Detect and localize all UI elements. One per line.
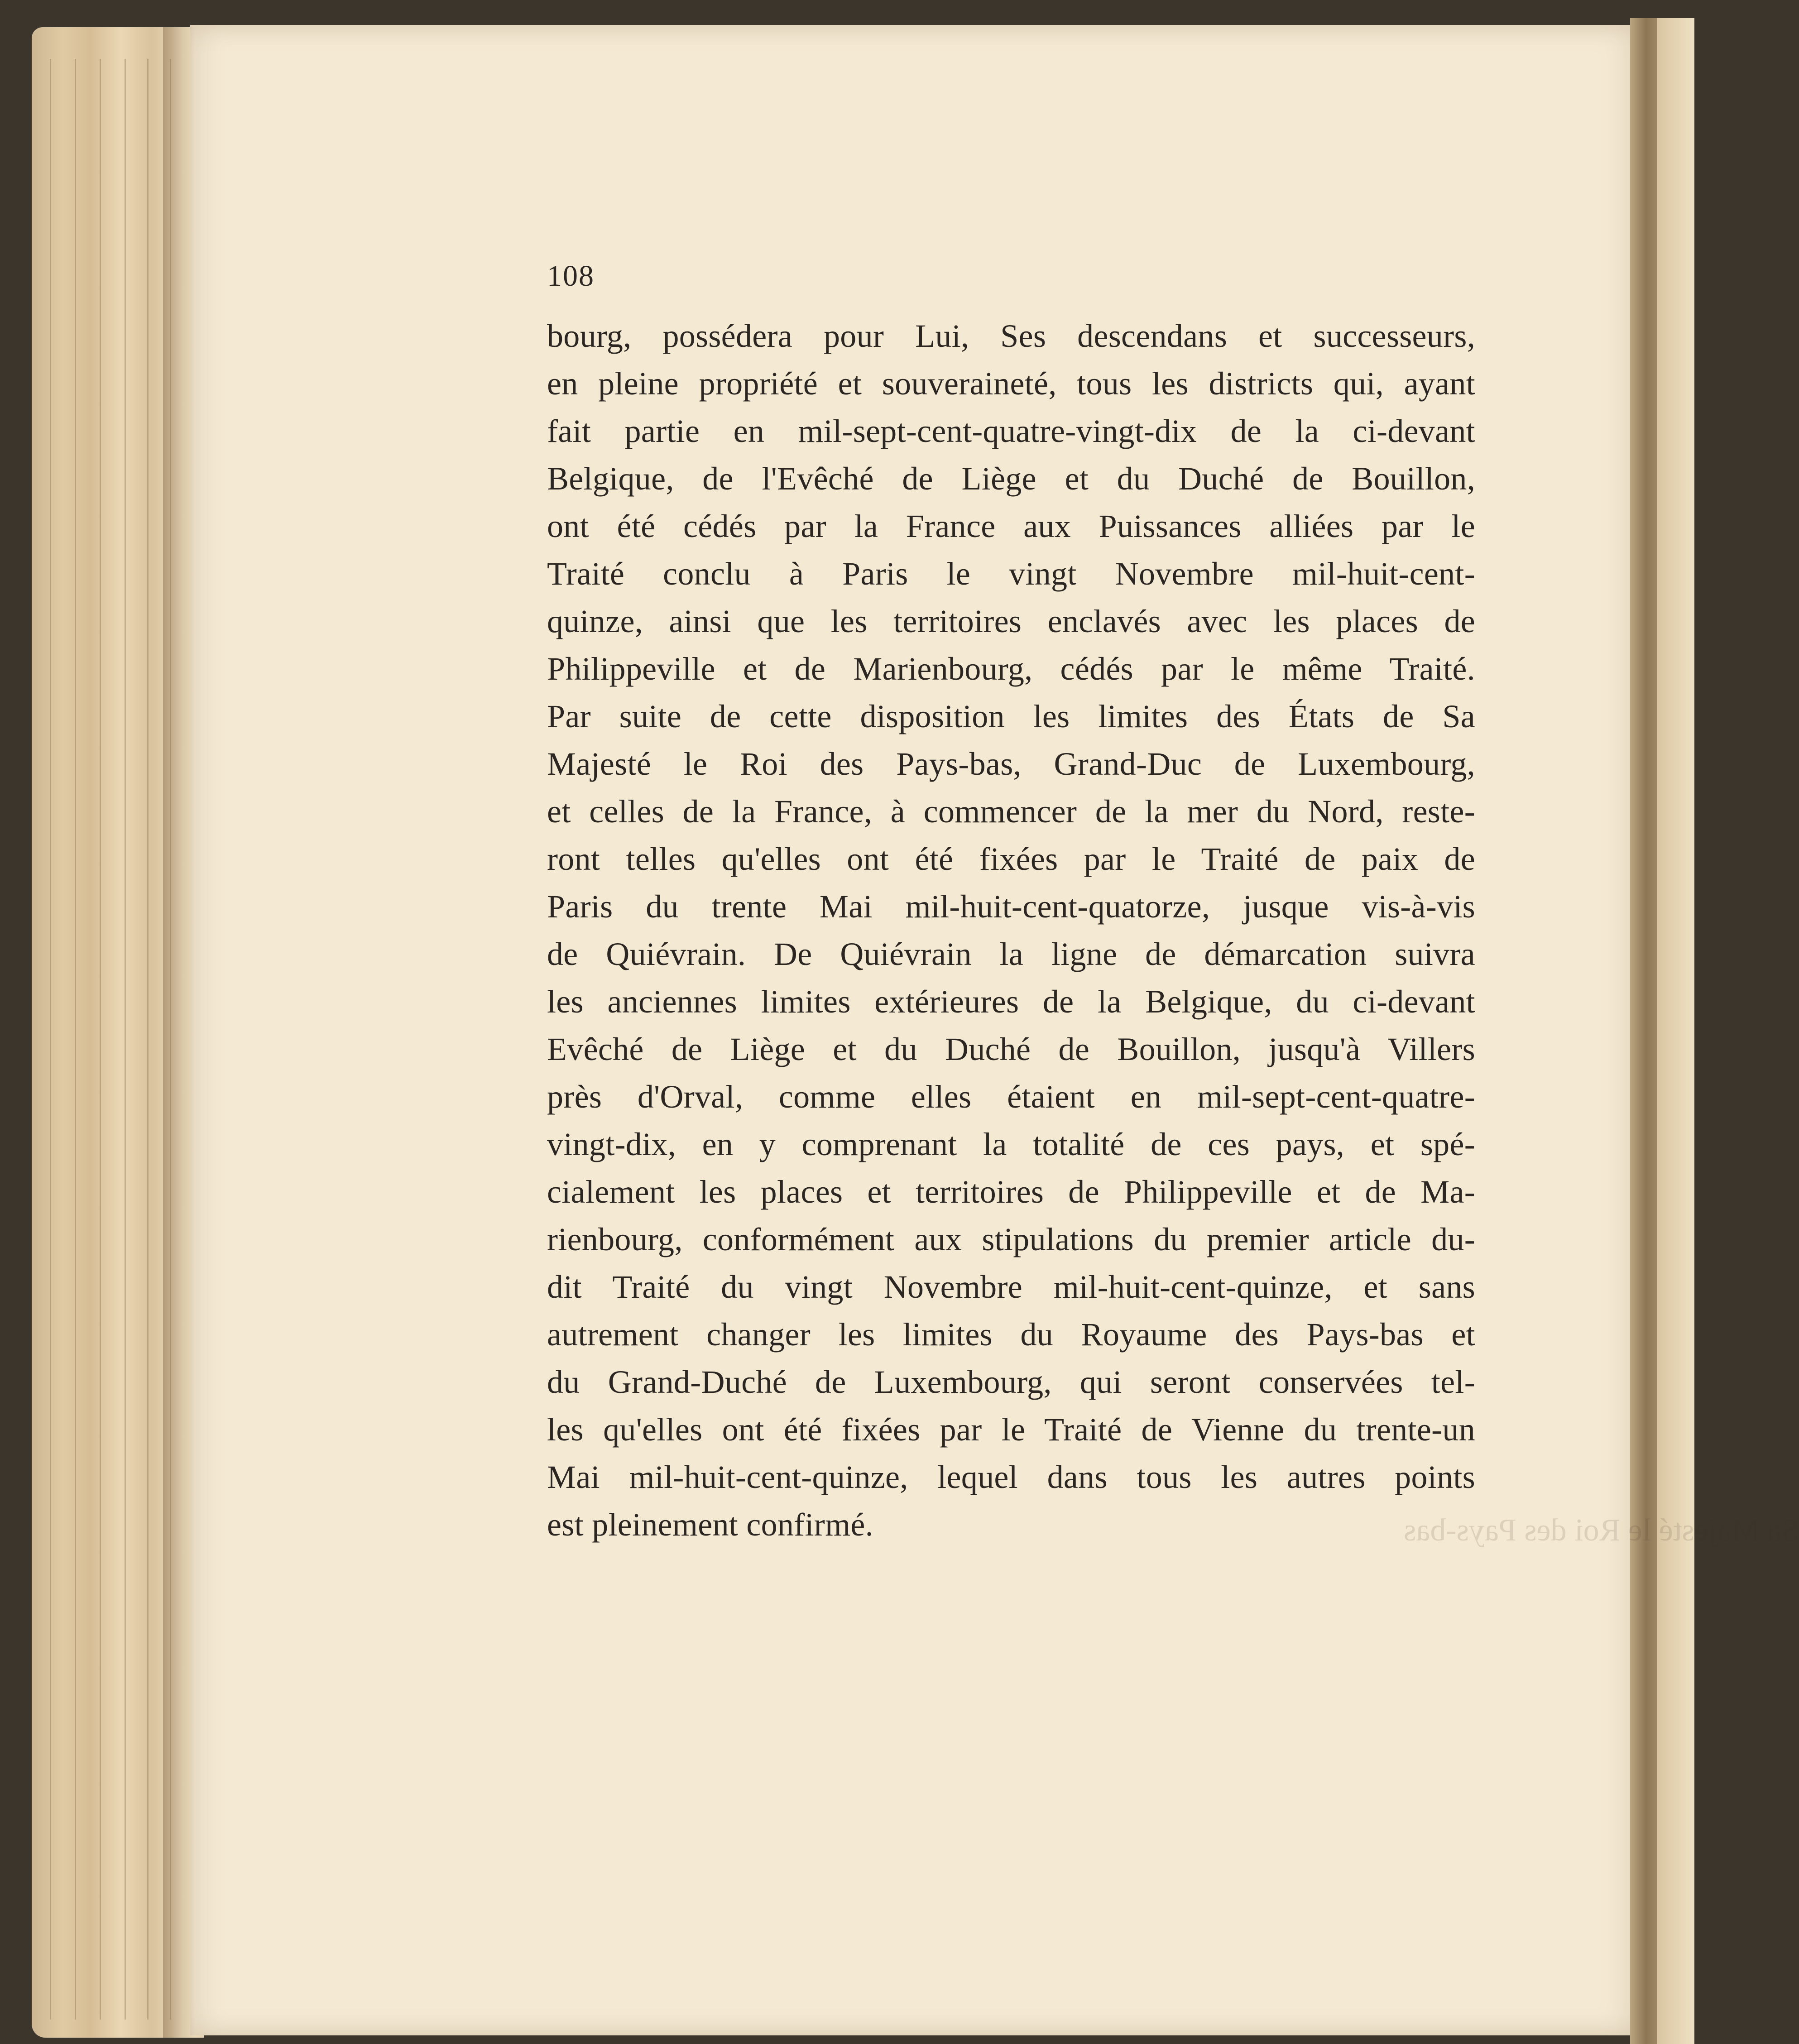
text-line: autrement changer les limites du Royaume des Pays-bas et — [547, 1316, 1475, 1353]
text-line: Paris du trente Mai mil-huit-cent-quatorze, jusque vis-à-vis — [547, 888, 1475, 925]
text-line: Belgique, de l'Evêché de Liège et du Duché de Bouillon, — [547, 461, 1475, 497]
leaf-edge — [50, 59, 51, 2020]
text-line: Traité conclu à Paris le vingt Novembre mil-huit-cent- — [547, 556, 1475, 592]
text-line: en pleine propriété et souveraineté, tous les districts qui, ayant — [547, 365, 1475, 402]
text-line: bourg, possédera pour Lui, Ses descendans et successeurs, — [547, 318, 1475, 354]
text-line: les qu'elles ont été fixées par le Traité de Vienne du trente-un — [547, 1411, 1475, 1448]
text-line: vingt-dix, en y comprenant la totalité de ces pays, et spé- — [547, 1126, 1475, 1162]
page-number: 108 — [547, 259, 595, 293]
text-line: les anciennes limites extérieures de la Belgique, du ci-devant — [547, 984, 1475, 1020]
leaf-edge — [125, 59, 126, 2020]
leaf-edge — [147, 59, 149, 2020]
text-line: ront telles qu'elles ont été fixées par le Traité de paix de — [547, 841, 1475, 877]
text-line: quinze, ainsi que les territoires enclavés avec les places de — [547, 603, 1475, 639]
text-line: Evêché de Liège et du Duché de Bouillon, jusqu'à Villers — [547, 1031, 1475, 1067]
text-line: Mai mil-huit-cent-quinze, lequel dans tous les autres points — [547, 1459, 1475, 1495]
page-text-block — [547, 254, 1475, 1549]
text-line: près d'Orval, comme elles étaient en mil-sept-cent-quatre- — [547, 1079, 1475, 1115]
leaf-edge — [100, 59, 101, 2020]
text-line: Majesté le Roi des Pays-bas, Grand-Duc de Luxembourg, — [547, 746, 1475, 782]
text-line: rienbourg, conformément aux stipulations du premier article du- — [547, 1221, 1475, 1257]
text-line: du Grand-Duché de Luxembourg, qui seront conservées tel- — [547, 1364, 1475, 1400]
leaf-edge — [75, 59, 76, 2020]
text-line-last: est pleinement confirmé. — [547, 1507, 873, 1543]
text-line: et celles de la France, à commencer de la mer du Nord, reste- — [547, 793, 1475, 830]
text-line: de Quiévrain. De Quiévrain la ligne de démarcation suivra — [547, 936, 1475, 972]
text-line: ont été cédés par la France aux Puissances alliées par le — [547, 508, 1475, 544]
text-line: Par suite de cette disposition les limites des États de Sa — [547, 698, 1475, 734]
facing-page-edge — [1657, 18, 1694, 2044]
text-line: Philippeville et de Marienbourg, cédés par le même Traité. — [547, 651, 1475, 687]
text-line: cialement les places et territoires de Philippeville et de Ma- — [547, 1174, 1475, 1210]
leaf-shadow — [163, 27, 195, 2038]
text-line: fait partie en mil-sept-cent-quatre-vingt-dix de la ci-devant — [547, 413, 1475, 449]
show-through-text: Sa Majesté le Roi des Pays-bas — [1404, 1513, 1799, 1548]
text-line: dit Traité du vingt Novembre mil-huit-cent-quinze, et sans — [547, 1269, 1475, 1305]
